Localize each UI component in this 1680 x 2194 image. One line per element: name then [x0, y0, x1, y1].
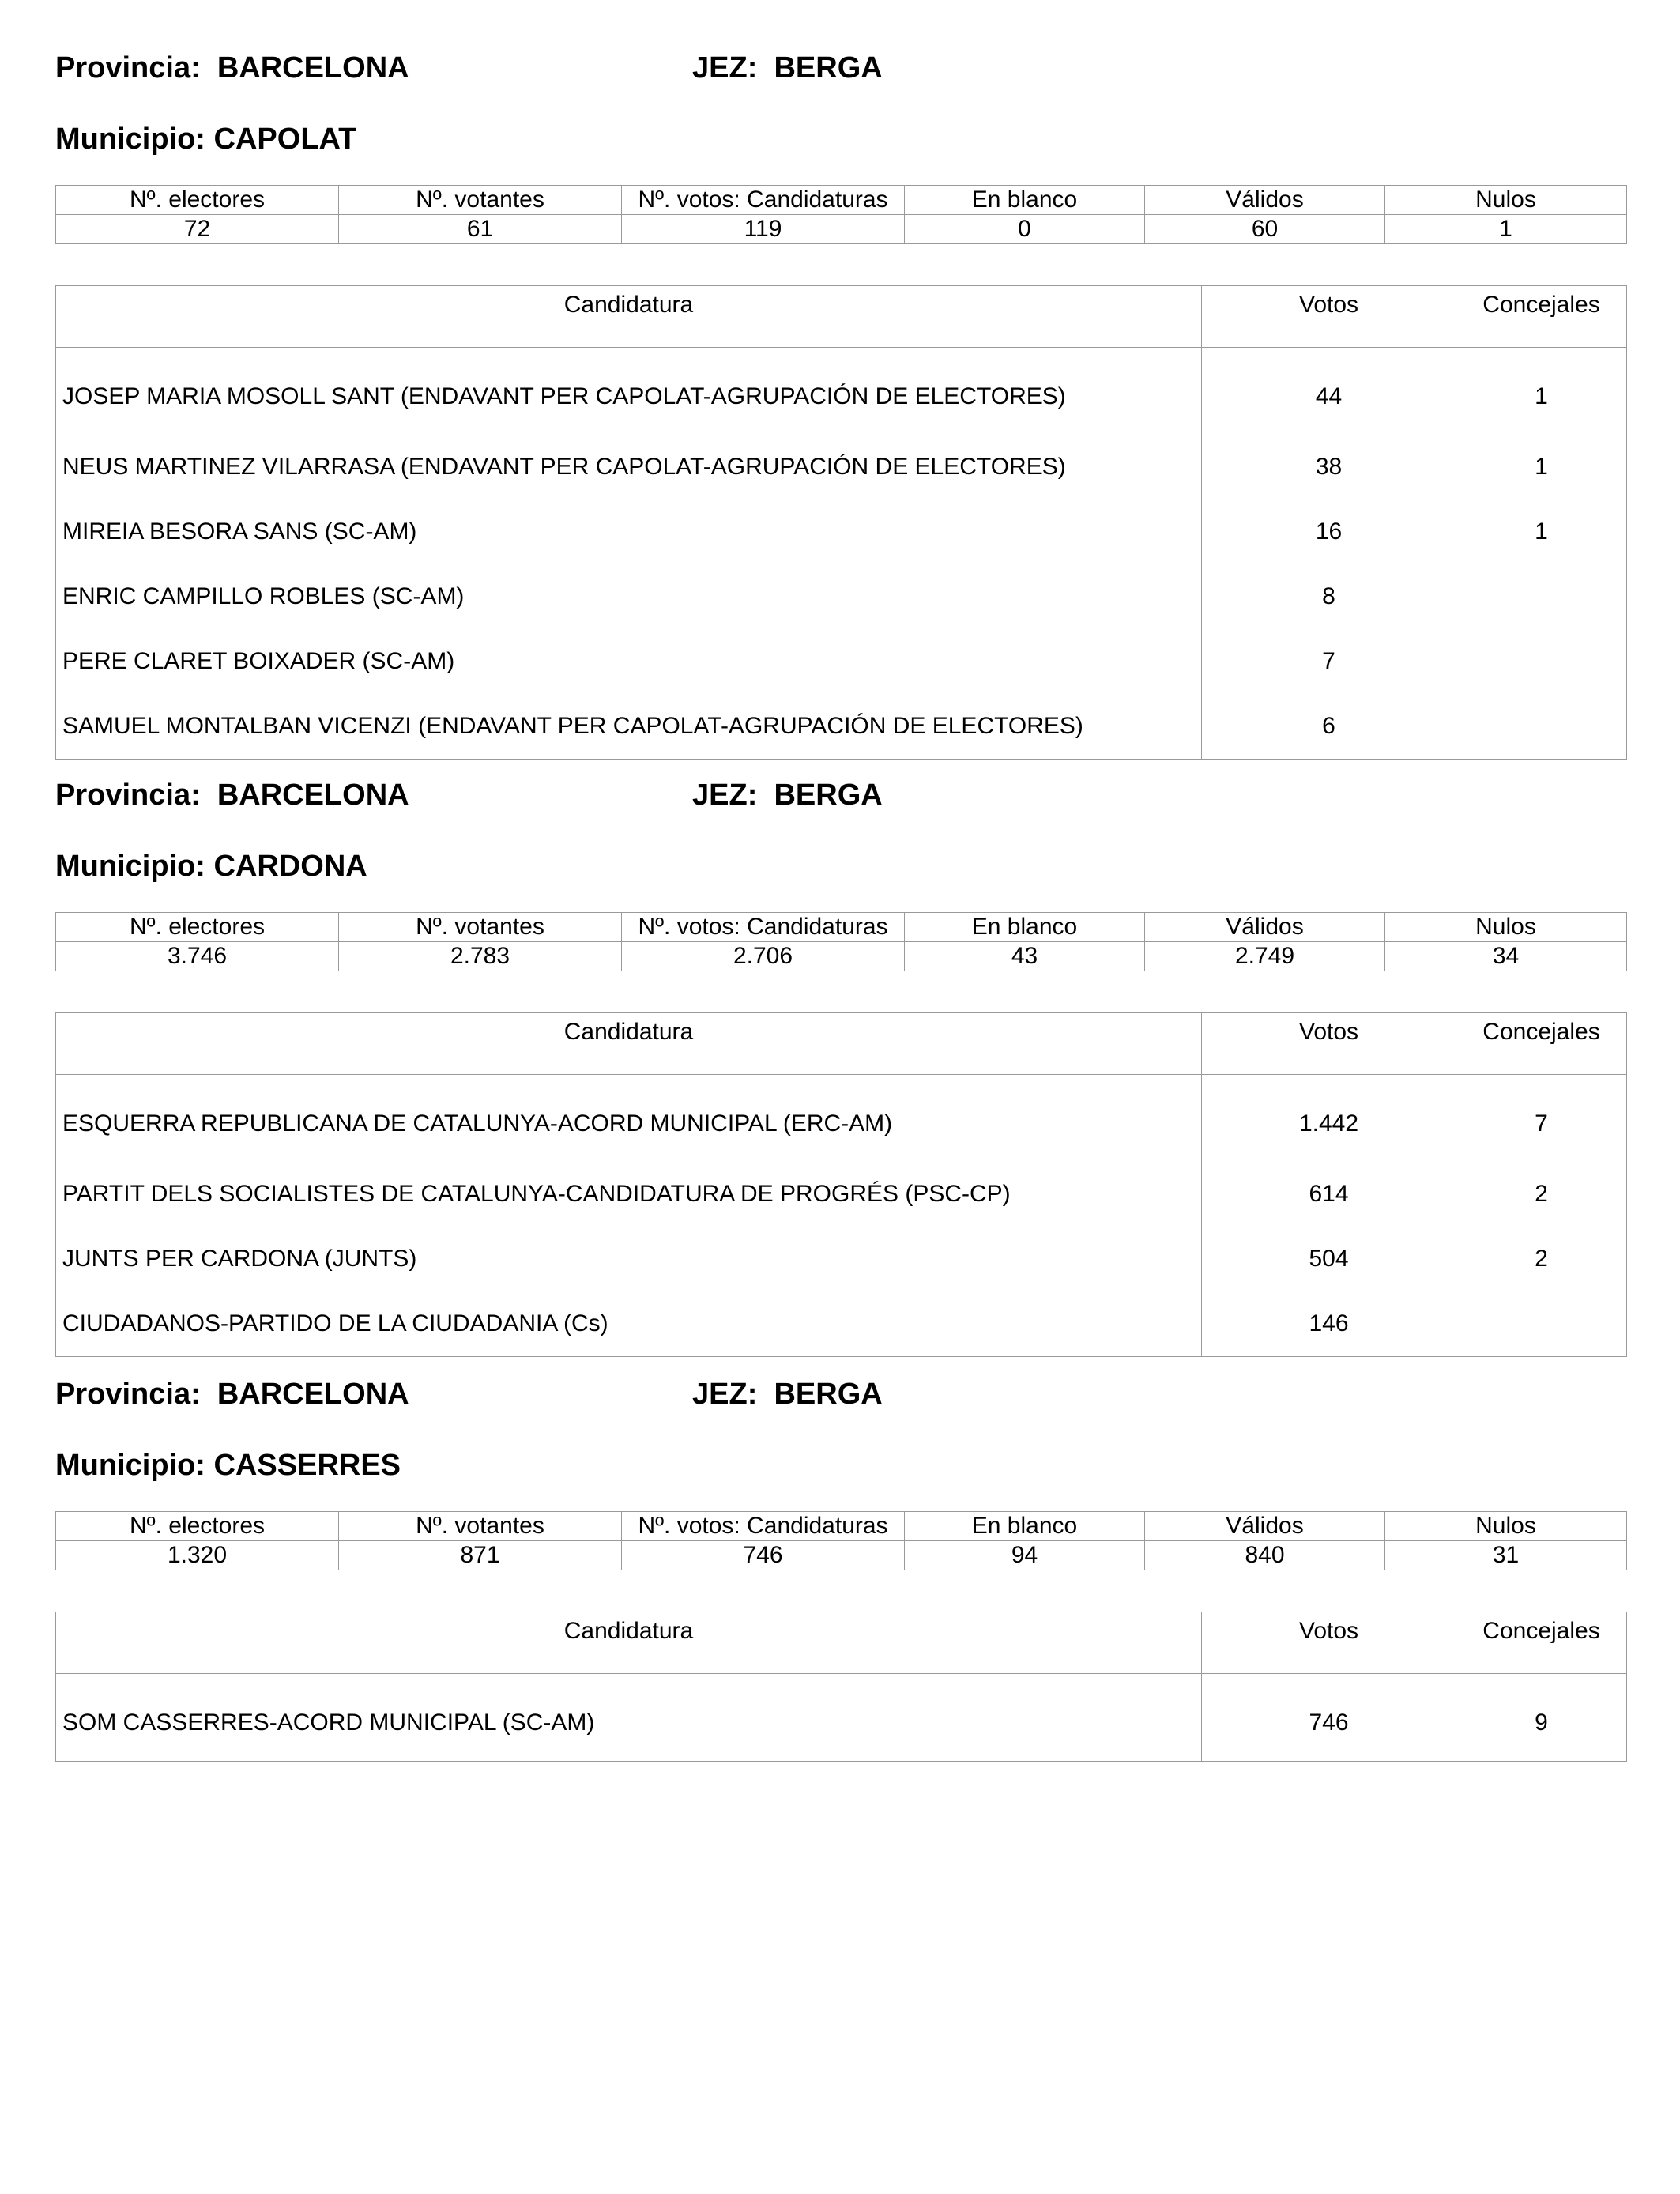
candidate-name: PERE CLARET BOIXADER (SC-AM): [56, 629, 1202, 694]
candidate-name: NEUS MARTINEZ VILARRASA (ENDAVANT PER CAPOLAT-AGRUPACIÓN DE ELECTORES): [56, 435, 1202, 499]
stats-header-row: [56, 186, 1627, 215]
municipio-header: [55, 115, 356, 163]
candidates-header-row: [56, 1013, 1627, 1075]
stats-header-cell: Nº. votos: Candidaturas: [622, 913, 905, 942]
jez-header: [692, 771, 883, 819]
candidatura-header: Candidatura: [56, 286, 1202, 348]
candidate-name: JOSEP MARIA MOSOLL SANT (ENDAVANT PER CAPOLAT-AGRUPACIÓN DE ELECTORES): [56, 348, 1202, 435]
candidate-name: ESQUERRA REPUBLICANA DE CATALUNYA-ACORD MUNICIPAL (ERC-AM): [56, 1075, 1202, 1163]
jez-header: [692, 44, 883, 92]
candidate-votos: 8: [1202, 564, 1456, 629]
candidate-concejales: [1456, 564, 1627, 629]
candidate-name: ENRIC CAMPILLO ROBLES (SC-AM): [56, 564, 1202, 629]
jez-header: [692, 1370, 883, 1418]
stats-header-cell: Válidos: [1145, 186, 1385, 215]
candidate-row: [56, 1291, 1627, 1357]
concejales-header: Concejales: [1456, 1612, 1627, 1674]
stats-header-cell: Nº. votantes: [339, 1512, 622, 1541]
candidates-table: [55, 1612, 1627, 1762]
candidate-name: PARTIT DELS SOCIALISTES DE CATALUNYA-CANDIDATURA DE PROGRÉS (PSC-CP): [56, 1162, 1202, 1227]
stats-value-cell: 119: [622, 215, 905, 244]
candidate-concejales: 1: [1456, 499, 1627, 564]
candidate-name: MIREIA BESORA SANS (SC-AM): [56, 499, 1202, 564]
stats-header-cell: Válidos: [1145, 913, 1385, 942]
candidate-concejales: [1456, 629, 1627, 694]
candidate-votos: 504: [1202, 1227, 1456, 1291]
stats-value-row: [56, 215, 1627, 244]
stats-value-cell: 2.783: [339, 942, 622, 971]
provincia-header: [55, 771, 409, 819]
stats-header-cell: Nulos: [1385, 186, 1627, 215]
stats-header-row: [56, 913, 1627, 942]
candidate-votos: 44: [1202, 348, 1456, 435]
stats-value-cell: 0: [905, 215, 1145, 244]
provincia-header: [55, 44, 409, 92]
candidate-concejales: [1456, 694, 1627, 760]
candidate-row: [56, 629, 1627, 694]
stats-header-cell: En blanco: [905, 913, 1145, 942]
candidate-row: [56, 348, 1627, 435]
candidates-header-row: [56, 1612, 1627, 1674]
stats-value-cell: 1.320: [56, 1541, 339, 1570]
municipio-header: [55, 843, 367, 890]
concejales-header: Concejales: [1456, 286, 1627, 348]
provincia-header: [55, 1370, 409, 1418]
candidate-concejales: 1: [1456, 348, 1627, 435]
candidate-name: SAMUEL MONTALBAN VICENZI (ENDAVANT PER CAPOLAT-AGRUPACIÓN DE ELECTORES): [56, 694, 1202, 760]
stats-value-cell: 34: [1385, 942, 1627, 971]
jez-value: BERGA: [774, 1378, 883, 1411]
candidate-votos: 746: [1202, 1674, 1456, 1762]
stats-value-cell: 2.749: [1145, 942, 1385, 971]
provincia-label: Provincia:: [55, 1378, 201, 1411]
stats-table: [55, 1511, 1627, 1570]
stats-value-cell: 3.746: [56, 942, 339, 971]
municipio-label: Municipio:: [55, 123, 205, 156]
candidate-row: [56, 435, 1627, 499]
stats-header-cell: Nº. votos: Candidaturas: [622, 186, 905, 215]
concejales-header: Concejales: [1456, 1013, 1627, 1075]
stats-value-cell: 60: [1145, 215, 1385, 244]
municipio-section-capolat: [55, 44, 1626, 740]
candidates-header-row: [56, 286, 1627, 348]
municipio-label: Municipio:: [55, 850, 205, 883]
jez-value: BERGA: [774, 778, 883, 812]
header-line: [55, 1370, 1626, 1418]
candidate-row: [56, 1227, 1627, 1291]
candidate-name: JUNTS PER CARDONA (JUNTS): [56, 1227, 1202, 1291]
candidate-row: [56, 694, 1627, 760]
provincia-label: Provincia:: [55, 51, 201, 85]
stats-header-cell: Nº. votantes: [339, 913, 622, 942]
municipio-value: CARDONA: [213, 850, 367, 883]
jez-label: JEZ:: [692, 51, 758, 85]
stats-value-cell: 2.706: [622, 942, 905, 971]
votos-header: Votos: [1202, 1013, 1456, 1075]
stats-header-cell: En blanco: [905, 186, 1145, 215]
stats-value-row: [56, 942, 1627, 971]
stats-table: [55, 185, 1627, 244]
header-line: [55, 771, 1626, 819]
provincia-value: BARCELONA: [217, 1378, 409, 1411]
candidate-row: [56, 1674, 1627, 1762]
candidate-row: [56, 1162, 1627, 1227]
candidatura-header: Candidatura: [56, 1013, 1202, 1075]
municipio-value: CASSERRES: [213, 1449, 401, 1482]
candidate-concejales: 2: [1456, 1162, 1627, 1227]
candidate-row: [56, 564, 1627, 629]
candidate-concejales: [1456, 1291, 1627, 1357]
stats-value-cell: 871: [339, 1541, 622, 1570]
municipio-section-cardona: [55, 771, 1626, 1340]
provincia-value: BARCELONA: [217, 51, 409, 85]
candidate-name: SOM CASSERRES-ACORD MUNICIPAL (SC-AM): [56, 1674, 1202, 1762]
municipio-header: [55, 1442, 401, 1489]
stats-value-cell: 61: [339, 215, 622, 244]
stats-header-cell: Nº. electores: [56, 913, 339, 942]
provincia-label: Provincia:: [55, 778, 201, 812]
stats-value-cell: 43: [905, 942, 1145, 971]
header-line: [55, 44, 1626, 92]
candidate-votos: 16: [1202, 499, 1456, 564]
candidatura-header: Candidatura: [56, 1612, 1202, 1674]
candidates-table: [55, 1012, 1627, 1357]
stats-value-cell: 72: [56, 215, 339, 244]
stats-value-cell: 1: [1385, 215, 1627, 244]
candidate-votos: 38: [1202, 435, 1456, 499]
stats-value-cell: 746: [622, 1541, 905, 1570]
candidate-votos: 1.442: [1202, 1075, 1456, 1163]
jez-label: JEZ:: [692, 1378, 758, 1411]
stats-header-cell: En blanco: [905, 1512, 1145, 1541]
stats-header-cell: Nº. electores: [56, 1512, 339, 1541]
candidate-name: CIUDADANOS-PARTIDO DE LA CIUDADANIA (Cs): [56, 1291, 1202, 1357]
candidate-concejales: 9: [1456, 1674, 1627, 1762]
jez-value: BERGA: [774, 51, 883, 85]
jez-label: JEZ:: [692, 778, 758, 812]
candidate-row: [56, 1075, 1627, 1163]
stats-value-row: [56, 1541, 1627, 1570]
candidate-votos: 146: [1202, 1291, 1456, 1357]
stats-header-row: [56, 1512, 1627, 1541]
stats-value-cell: 94: [905, 1541, 1145, 1570]
municipio-section-casserres: [55, 1370, 1626, 1766]
candidate-votos: 614: [1202, 1162, 1456, 1227]
stats-value-cell: 31: [1385, 1541, 1627, 1570]
votos-header: Votos: [1202, 286, 1456, 348]
candidates-table: [55, 285, 1627, 760]
stats-header-cell: Nº. votantes: [339, 186, 622, 215]
stats-value-cell: 840: [1145, 1541, 1385, 1570]
provincia-value: BARCELONA: [217, 778, 409, 812]
votos-header: Votos: [1202, 1612, 1456, 1674]
stats-header-cell: Nº. electores: [56, 186, 339, 215]
candidate-concejales: 7: [1456, 1075, 1627, 1163]
candidate-concejales: 1: [1456, 435, 1627, 499]
municipio-label: Municipio:: [55, 1449, 205, 1482]
municipio-value: CAPOLAT: [213, 123, 357, 156]
candidate-row: [56, 499, 1627, 564]
stats-header-cell: Válidos: [1145, 1512, 1385, 1541]
candidate-concejales: 2: [1456, 1227, 1627, 1291]
candidate-votos: 6: [1202, 694, 1456, 760]
candidate-votos: 7: [1202, 629, 1456, 694]
stats-header-cell: Nº. votos: Candidaturas: [622, 1512, 905, 1541]
stats-table: [55, 912, 1627, 971]
stats-header-cell: Nulos: [1385, 913, 1627, 942]
stats-header-cell: Nulos: [1385, 1512, 1627, 1541]
